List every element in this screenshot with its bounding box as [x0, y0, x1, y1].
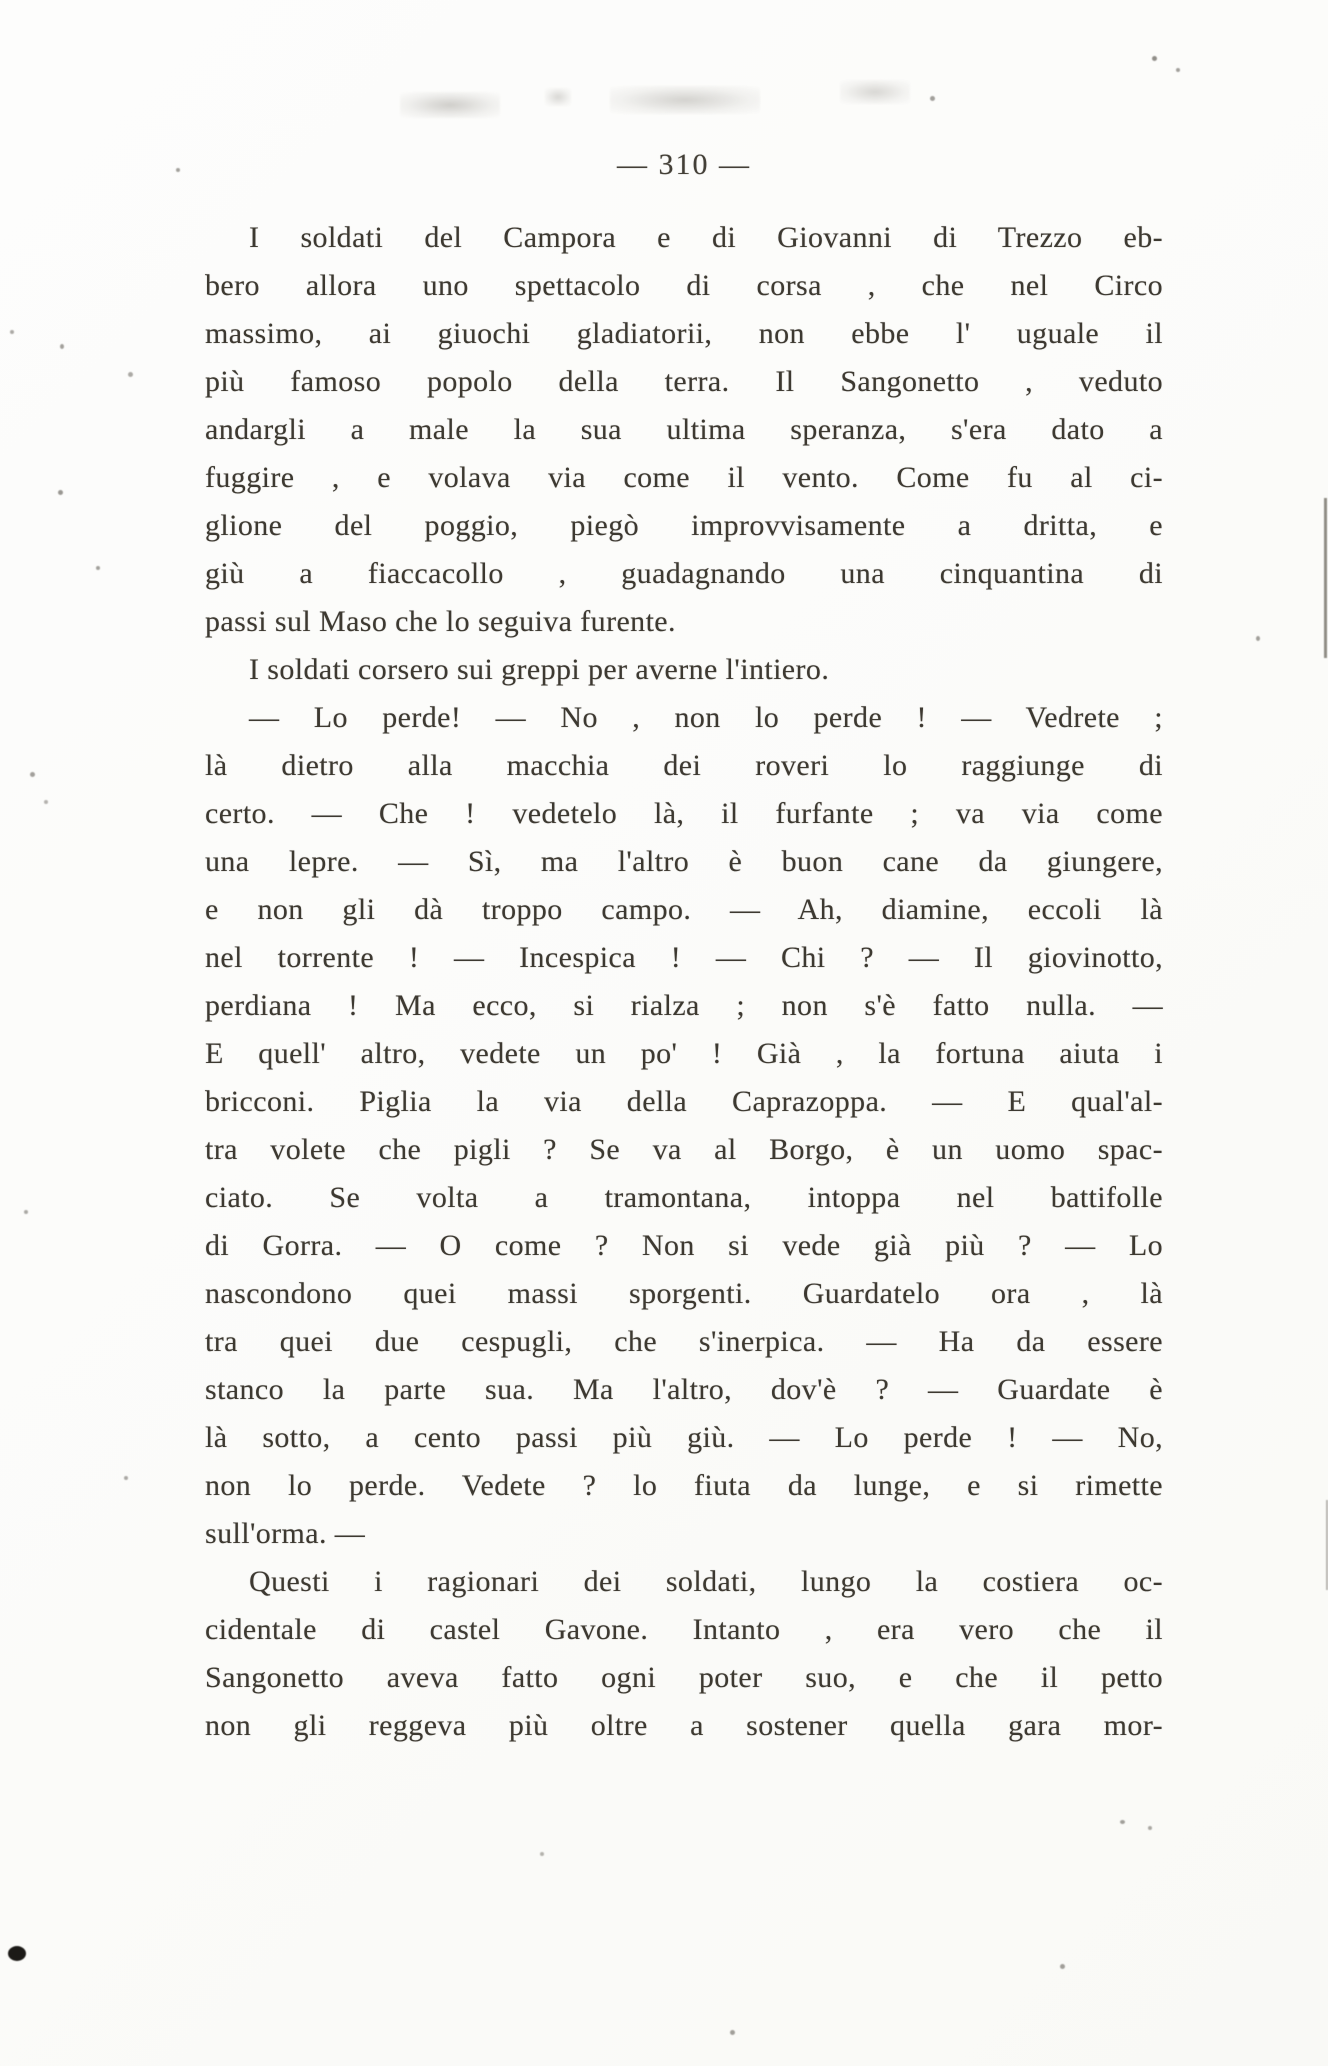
text-line: là sotto, a cento passi più giù. — Lo perde ! — No, — [205, 1421, 1163, 1454]
scan-speck — [1148, 1826, 1152, 1830]
text-line: tra volete che pigli ? Se va al Borgo, è un uomo spac- — [205, 1133, 1163, 1166]
scan-speck — [1152, 56, 1157, 61]
scan-speck — [10, 330, 14, 334]
scan-speck — [1060, 1964, 1065, 1969]
text-line: non gli reggeva più oltre a sostener quella gara mor- — [205, 1709, 1163, 1742]
text-line: bricconi. Piglia la via della Caprazoppa. — E qual'al- — [205, 1085, 1163, 1118]
scan-smudge — [610, 86, 760, 114]
scan-speck — [1256, 636, 1260, 641]
text-line: I soldati del Campora e di Giovanni di Trezzo eb- — [249, 221, 1163, 254]
text-line: massimo, ai giuochi gladiatorii, non ebbe l' uguale il — [205, 317, 1163, 350]
text-line: Sangonetto aveva fatto ogni poter suo, e che il petto — [205, 1661, 1163, 1694]
text-line: I soldati corsero sui greppi per averne l'intiero. — [249, 653, 830, 686]
text-line: sull'orma. — — [205, 1517, 366, 1550]
text-line: stanco la parte sua. Ma l'altro, dov'è ? — Guardate è — [205, 1373, 1163, 1406]
paragraph — [205, 214, 1163, 646]
text-line: cidentale di castel Gavone. Intanto , era vero che il — [205, 1613, 1163, 1646]
text-line: là dietro alla macchia dei roveri lo raggiunge di — [205, 749, 1163, 782]
scan-speck — [930, 96, 935, 101]
page-number: — 310 — — [617, 148, 751, 181]
scan-speck — [24, 1210, 28, 1214]
text-line: non lo perde. Vedete ? lo fiuta da lunge, e si rimette — [205, 1469, 1163, 1502]
text-line: e non gli dà troppo campo. — Ah, diamine, eccoli là — [205, 893, 1163, 926]
scan-speck — [1176, 68, 1180, 72]
text-line: una lepre. — Sì, ma l'altro è buon cane da giungere, — [205, 845, 1163, 878]
scan-smudge — [400, 92, 500, 118]
text-line: perdiana ! Ma ecco, si rialza ; non s'è fatto nulla. — — [205, 989, 1163, 1022]
paragraph — [205, 646, 1163, 694]
scan-speck — [540, 1852, 544, 1856]
text-line: di Gorra. — O come ? Non si vede già più ? — Lo — [205, 1229, 1163, 1262]
text-line: nascondono quei massi sporgenti. Guardatelo ora , là — [205, 1277, 1163, 1310]
scan-speck — [44, 800, 48, 804]
text-line: — Lo perde! — No , non lo perde ! — Vedrete ; — [249, 701, 1163, 734]
scan-speck — [730, 2030, 735, 2035]
text-line: tra quei due cespugli, che s'inerpica. — Ha da essere — [205, 1325, 1163, 1358]
paragraph — [205, 694, 1163, 1558]
scan-speck — [60, 344, 64, 349]
scan-edge-line — [1324, 498, 1327, 658]
text-line: Questi i ragionari dei soldati, lungo la costiera oc- — [249, 1565, 1163, 1598]
scan-smudge — [840, 80, 910, 104]
scan-speck — [124, 1476, 128, 1480]
text-line: passi sul Maso che lo seguiva furente. — [205, 605, 676, 638]
scan-speck — [30, 772, 35, 777]
text-line: certo. — Che ! vedetelo là, il furfante ; va via come — [205, 797, 1163, 830]
ink-blot — [8, 1946, 26, 1961]
text-line: nel torrente ! — Incespica ! — Chi ? — Il giovinotto, — [205, 941, 1163, 974]
scan-speck — [176, 168, 180, 172]
text-line: ciato. Se volta a tramontana, intoppa nel battifolle — [205, 1181, 1163, 1214]
text-line: più famoso popolo della terra. Il Sangonetto , veduto — [205, 365, 1163, 398]
text-line: glione del poggio, piegò improvvisamente a dritta, e — [205, 509, 1163, 542]
scan-speck — [1120, 1820, 1125, 1824]
text-line: E quell' altro, vedete un po' ! Già , la fortuna aiuta i — [205, 1037, 1163, 1070]
scan-speck — [128, 372, 133, 377]
text-block — [205, 214, 1163, 1750]
text-line: giù a fiaccacollo , guadagnando una cinquantina di — [205, 557, 1163, 590]
scan-speck — [96, 566, 100, 570]
scan-smudge — [545, 88, 571, 106]
text-line: andargli a male la sua ultima speranza, s'era dato a — [205, 413, 1163, 446]
text-line: bero allora uno spettacolo di corsa , che nel Circo — [205, 269, 1163, 302]
paragraph — [205, 1558, 1163, 1750]
scan-speck — [58, 490, 63, 495]
text-line: fuggire , e volava via come il vento. Come fu al ci- — [205, 461, 1163, 494]
